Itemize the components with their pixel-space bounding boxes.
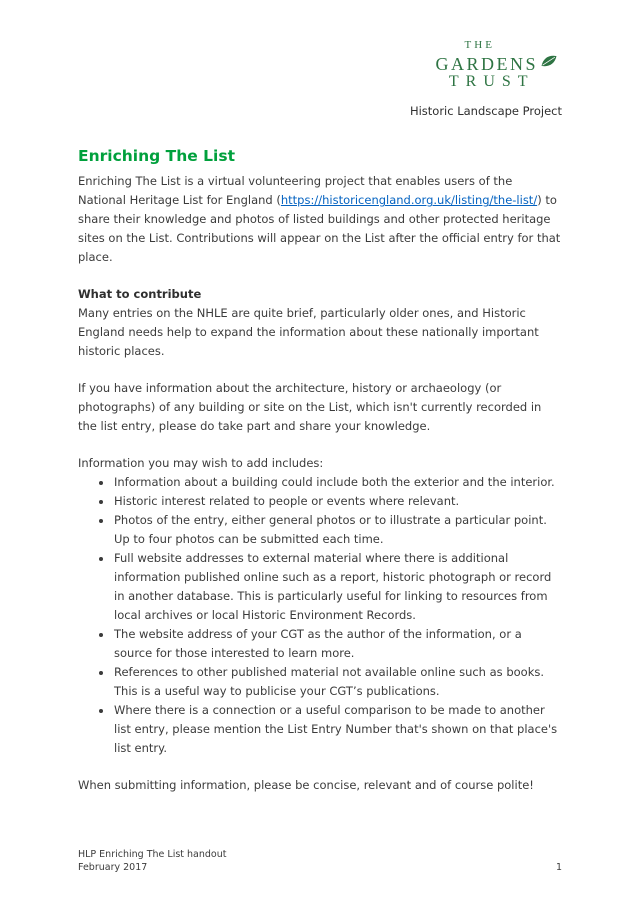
contribution-list — [78, 473, 562, 758]
page-title: Enriching The List — [78, 147, 235, 166]
have-information-paragraph: If you have information about the architecture, history or archaeology (or photographs) of any building or site on the List, which isn't currently recorded in the list entry, please do take part and share your knowledge. — [78, 381, 542, 434]
list-intro-paragraph: Information you may wish to add includes: — [78, 456, 324, 471]
footer-left — [78, 848, 226, 874]
nhle-list-link[interactable]: https://historicengland.org.uk/listing/the-list/ — [280, 193, 538, 208]
logo-the: THE — [464, 39, 495, 51]
footer-doc-name: HLP Enriching The List handout — [78, 849, 227, 860]
intro-paragraph — [78, 172, 562, 267]
intro-text-post: ) to share their knowledge and photos of listed buildings and other protected heritage sites on the List. Contributions will appear on the List after the official entry for that place. — [78, 193, 561, 265]
page-number: 1 — [555, 862, 562, 873]
logo-gardens-row — [435, 52, 558, 74]
nhle-brief-paragraph: Many entries on the NHLE are quite brief, particularly older ones, and Historic England needs help to expand the information about these nationally important historic places. — [78, 306, 539, 359]
intro-text-pre: Enriching The List is a virtual volunteering project that enables users of the National Heritage List for England ( — [78, 174, 513, 208]
footer-date: February 2017 — [78, 862, 148, 873]
list-item: • Photos of the entry, either general photos or to illustrate a particular point. Up to four photos can be submitted each time. — [113, 511, 562, 549]
list-item: • Historic interest related to people or events where relevant. — [113, 492, 562, 511]
logo-gardens: GARDENS — [435, 53, 538, 74]
list-item: • Where there is a connection or a useful comparison to be made to another list entry, please mention the List Entry Number that's shown on that place's list entry. — [113, 701, 562, 758]
doc-header — [78, 40, 562, 118]
doc-footer — [78, 848, 562, 874]
project-subtitle: Historic Landscape Project — [409, 104, 562, 119]
gardens-trust-logo — [435, 40, 558, 90]
list-item: • Information about a building could include both the exterior and the interior. — [113, 473, 562, 492]
what-to-contribute-heading: What to contribute — [78, 287, 202, 302]
logo-trust: TRUST — [448, 72, 535, 90]
closing-paragraph: When submitting information, please be concise, relevant and of course polite! — [78, 778, 534, 793]
list-item: • References to other published material not available online such as books. This is a useful way to publicise your CGT’s publications. — [113, 663, 562, 701]
document-body — [78, 147, 562, 795]
list-item: • The website address of your CGT as the author of the information, or a source for those interested to learn more. — [113, 625, 562, 663]
list-item: • Full website addresses to external material where there is additional information published online such as a report, historic photograph or record in another database. This is particularly useful for linking to resources from local archives or local Historic Environment Records. — [113, 549, 562, 625]
leaf-icon — [538, 50, 559, 71]
